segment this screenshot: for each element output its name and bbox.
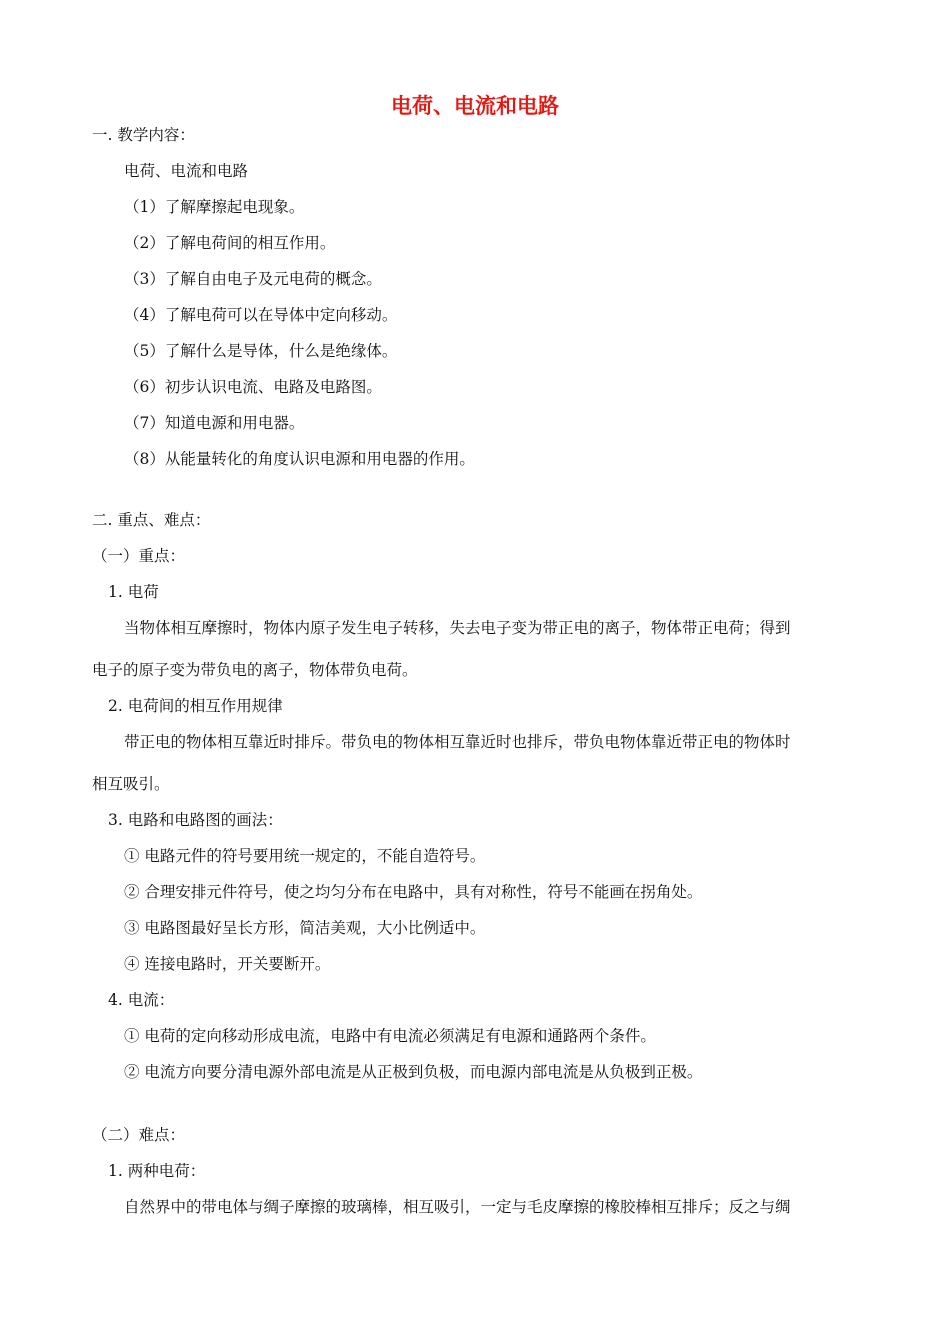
point-title-interaction: 2. 电荷间的相互作用规律 (108, 697, 283, 715)
subsection-heading-key: （一）重点： (92, 547, 186, 565)
subsection-heading-difficult: （二）难点： (92, 1126, 186, 1144)
objective-item: （4）了解电荷可以在导体中定向移动。 (124, 306, 398, 324)
objective-item: （2）了解电荷间的相互作用。 (124, 234, 336, 252)
objective-item: （5）了解什么是导体，什么是绝缘体。 (124, 342, 398, 360)
paragraph-line: 自然界中的带电体与绸子摩擦的玻璃棒，相互吸引，一定与毛皮摩擦的橡胶棒相互排斥；反之与绸 (124, 1198, 791, 1216)
objective-item: （7）知道电源和用电器。 (124, 414, 305, 432)
list-item: ② 电流方向要分清电源外部电流是从正极到负极，而电源内部电流是从负极到正极。 (124, 1063, 703, 1081)
point-title-current: 4. 电流： (108, 991, 175, 1009)
list-item: ① 电路元件的符号要用统一规定的，不能自造符号。 (124, 847, 486, 865)
point-title-circuit-diagram: 3. 电路和电路图的画法： (108, 811, 283, 829)
topic-line: 电荷、电流和电路 (124, 162, 249, 180)
objective-item: （1）了解摩擦起电现象。 (124, 198, 305, 216)
list-item: ① 电荷的定向移动形成电流，电路中有电流必须满足有电源和通路两个条件。 (124, 1027, 656, 1045)
list-item: ③ 电路图最好呈长方形，简洁美观，大小比例适中。 (124, 919, 486, 937)
page-title: 电荷、电流和电路 (391, 94, 559, 118)
point-title-charge: 1. 电荷 (108, 583, 159, 601)
point-title-two-charges: 1. 两种电荷： (108, 1162, 206, 1180)
objective-item: （3）了解自由电子及元电荷的概念。 (124, 270, 382, 288)
section-heading-teaching-content: 一. 教学内容： (92, 126, 195, 144)
list-item: ② 合理安排元件符号，使之均匀分布在电路中，具有对称性，符号不能画在拐角处。 (124, 883, 703, 901)
objective-item: （8）从能量转化的角度认识电源和用电器的作用。 (124, 450, 475, 468)
paragraph-line: 带正电的物体相互靠近时排斥。带负电的物体相互靠近时也排斥，带负电物体靠近带正电的物体时 (124, 733, 791, 751)
paragraph-line: 相互吸引。 (92, 775, 170, 793)
section-heading-key-points: 二. 重点、难点： (92, 511, 211, 529)
paragraph-line: 电子的原子变为带负电的离子，物体带负电荷。 (92, 661, 418, 679)
list-item: ④ 连接电路时，开关要断开。 (124, 955, 331, 973)
paragraph-line: 当物体相互摩擦时，物体内原子发生电子转移，失去电子变为带正电的离子，物体带正电荷；得到 (124, 619, 791, 637)
objective-item: （6）初步认识电流、电路及电路图。 (124, 378, 382, 396)
